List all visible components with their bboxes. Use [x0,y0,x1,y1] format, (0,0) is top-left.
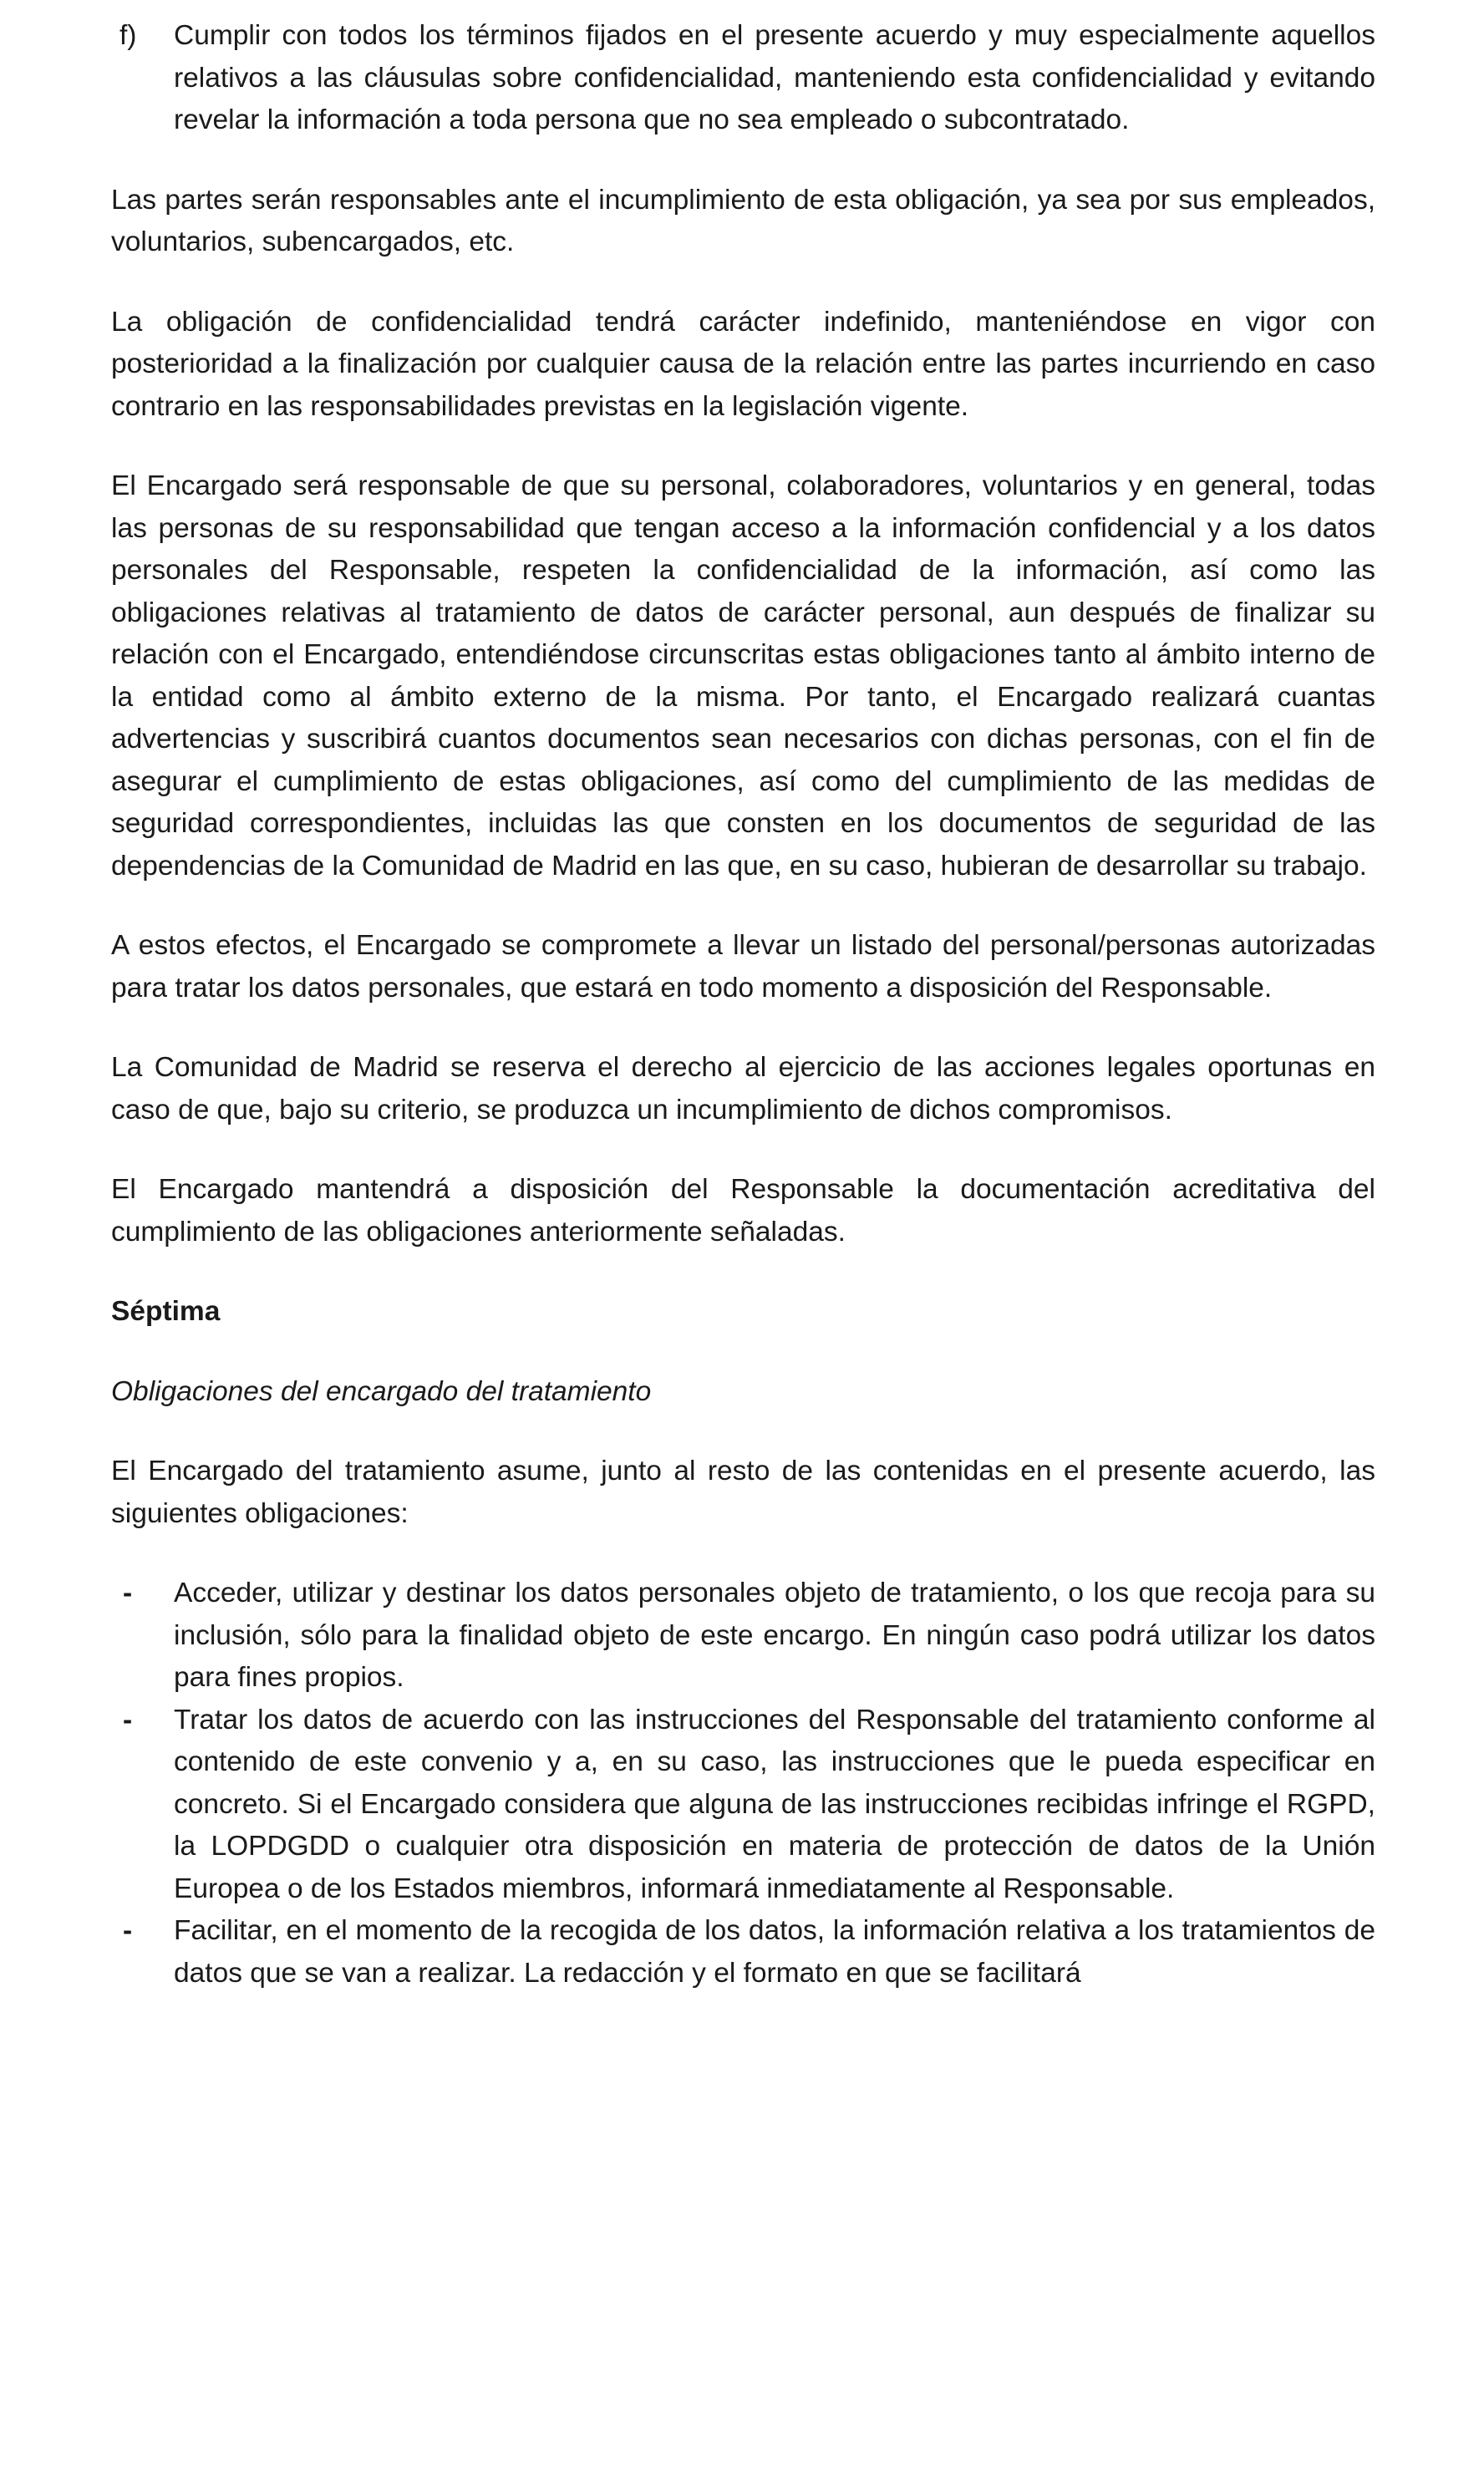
list-item [111,1910,1375,1995]
obligations-list [111,1573,1375,1995]
paragraph-acciones-legales: La Comunidad de Madrid se reserva el derecho al ejercicio de las acciones legales oportunas en caso de que, bajo su criterio, se produzca un incumplimiento de dichos compromisos. [111,1052,1375,1126]
section-heading: Séptima [111,1296,221,1327]
document-body [111,15,1375,1995]
list-item-text: Cumplir con todos los términos fijados en el presente acuerdo y muy especialmente aquellos relativos a las cláusulas sobre confidencialidad, manteniendo esta confidencialidad y evitando revelar la información a toda persona que no sea empleado o subcontratado. [174,20,1375,135]
list-item-f [111,15,1375,142]
paragraph-responsabilidad: Las partes serán responsables ante el incumplimiento de esta obligación, ya sea por sus empleados, voluntarios, subencargados, etc. [111,184,1375,257]
intro-paragraph: El Encargado del tratamiento asume, junto al resto de las contenidas en el presente acuerdo, las siguientes obligaciones: [111,1456,1375,1529]
section-subheading: Obligaciones del encargado del tratamiento [111,1375,652,1407]
list-item-text: Acceder, utilizar y destinar los datos personales objeto de tratamiento, o los que recoja para su inclusión, sólo para la finalidad objeto de este encargo. En ningún caso podrá utilizar los datos para fines propios. [174,1578,1375,1693]
bullet-dash: - [123,1704,133,1735]
list-item [111,1573,1375,1700]
list-item-text: Tratar los datos de acuerdo con las instrucciones del Responsable del tratamiento conforme al contenido de este convenio y a, en su caso, las instrucciones que le pueda especificar en concreto. Si el Encargado considera que alguna de las instrucciones recibidas infringe el RGPD, la LOPDGDD o cualquier otra disposición en materia de protección de datos de la Unión Europea o de los Estados miembros, informará inmediatamente al Responsable. [174,1704,1375,1904]
paragraph-listado-personal: A estos efectos, el Encargado se compromete a llevar un listado del personal/personas autorizadas para tratar los datos personales, que estará en todo momento a disposición del Responsable. [111,930,1375,1004]
paragraph-documentacion: El Encargado mantendrá a disposición del Responsable la documentación acreditativa del cumplimiento de las obligaciones anteriormente señaladas. [111,1174,1375,1248]
list-item-text: Facilitar, en el momento de la recogida de los datos, la información relativa a los tratamientos de datos que se van a realizar. La redacción y el formato en que se facilitará [174,1915,1375,1989]
list-marker: f) [119,20,137,51]
list-item [111,1700,1375,1911]
bullet-dash: - [123,1915,133,1946]
paragraph-confidencialidad-indefinida: La obligación de confidencialidad tendrá carácter indefinido, manteniéndose en vigor con posterioridad a la finalización por cualquier causa de la relación entre las partes incurriendo en caso contrario en las responsabilidades previstas en la legislación vigente. [111,306,1375,422]
paragraph-personal-encargado: El Encargado será responsable de que su personal, colaboradores, voluntarios y en general, todas las personas de su responsabilidad que tengan acceso a la información confidencial y a los datos personales del Responsable, respeten la confidencialidad de la información, así como las obligaciones relativas al tratamiento de datos de carácter personal, aun después de finalizar su relación con el Encargado, entendiéndose circunscritas estas obligaciones tanto al ámbito interno de la entidad como al ámbito externo de la misma. Por tanto, el Encargado realizará cuantas advertencias y suscribirá cuantos documentos sean necesarios con dichas personas, con el fin de asegurar el cumplimiento de estas obligaciones, así como del cumplimiento de las medidas de seguridad correspondientes, incluidas las que consten en los documentos de seguridad de las dependencias de la Comunidad de Madrid en las que, en su caso, hubieran de desarrollar su trabajo. [111,470,1375,882]
bullet-dash: - [123,1578,133,1608]
